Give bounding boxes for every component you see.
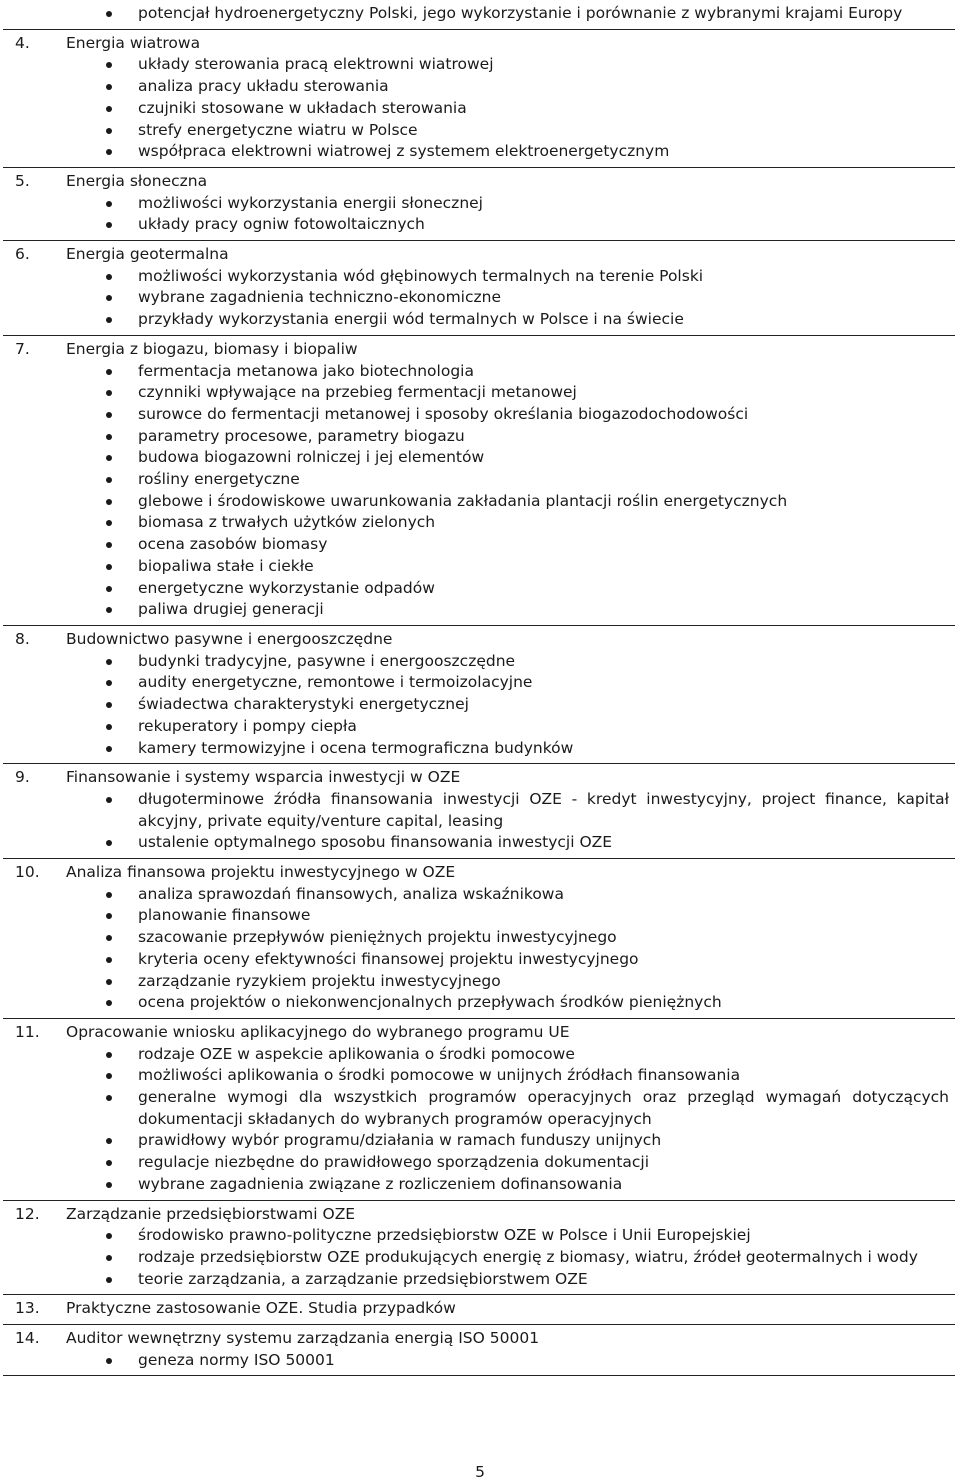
topic-heading — [15, 339, 949, 361]
topic-title: Energia słoneczna — [66, 171, 208, 190]
bullet-item: analiza sprawozdań finansowych, analiza wskaźnikowa — [15, 884, 949, 906]
bullet-item: czynniki wpływające na przebieg fermentacji metanowej — [15, 382, 949, 404]
topic-section — [3, 1201, 955, 1296]
bullet-item: audity energetyczne, remontowe i termoizolacyjne — [15, 672, 949, 694]
bullet-item: analiza pracy układu sterowania — [15, 76, 949, 98]
topic-number: 11. — [15, 1022, 40, 1041]
topic-title: Finansowanie i systemy wsparcia inwestycji w OZE — [66, 768, 461, 787]
bullet-list — [15, 193, 949, 236]
topic-title: Energia geotermalna — [66, 245, 229, 264]
bullet-item: możliwości wykorzystania energii słonecznej — [15, 193, 949, 215]
bullet-item: strefy energetyczne wiatru w Polsce — [15, 120, 949, 142]
bullet-item: biopaliwa stałe i ciekłe — [15, 556, 949, 578]
bullet-item: świadectwa charakterystyki energetycznej — [15, 694, 949, 716]
bullet-item: przykłady wykorzystania energii wód termalnych w Polsce i na świecie — [15, 309, 949, 331]
bullet-item: planowanie finansowe — [15, 905, 949, 927]
topic-heading — [15, 171, 949, 193]
bullet-item: rodzaje OZE w aspekcie aplikowania o środki pomocowe — [15, 1044, 949, 1066]
bullet-list — [15, 884, 949, 1014]
bullet-item: rośliny energetyczne — [15, 469, 949, 491]
topic-section — [3, 626, 955, 764]
topic-title: Auditor wewnętrzny systemu zarządzania energią ISO 50001 — [66, 1329, 540, 1348]
bullet-item: paliwa drugiej generacji — [15, 599, 949, 621]
syllabus-document — [3, 0, 955, 1376]
topic-section — [3, 336, 955, 626]
topic-title: Energia wiatrowa — [66, 33, 201, 52]
bullet-item: budynki tradycyjne, pasywne i energooszczędne — [15, 651, 949, 673]
bullet-item: rodzaje przedsiębiorstw OZE produkujących energię z biomasy, wiatru, źródeł geotermalnych i wody — [15, 1247, 949, 1269]
topic-title: Analiza finansowa projektu inwestycyjnego w OZE — [66, 863, 456, 882]
topic-heading — [15, 33, 949, 55]
topic-heading — [15, 1328, 949, 1350]
topic-heading — [15, 244, 949, 266]
topic-number: 7. — [15, 339, 30, 358]
bullet-list — [15, 651, 949, 760]
bullet-item: układy sterowania pracą elektrowni wiatrowej — [15, 54, 949, 76]
topic-section — [3, 30, 955, 168]
topic-heading — [15, 862, 949, 884]
bullet-list — [15, 1225, 949, 1290]
bullet-list — [15, 54, 949, 163]
topic-section — [3, 1019, 955, 1201]
topic-heading — [15, 767, 949, 789]
topic-section — [3, 1295, 955, 1325]
bullet-item: potencjał hydroenergetyczny Polski, jego wykorzystanie i porównanie z wybranymi krajami Europy — [15, 3, 949, 25]
topic-section — [3, 241, 955, 336]
bullet-item: zarządzanie ryzykiem projektu inwestycyjnego — [15, 971, 949, 993]
topic-title: Budownictwo pasywne i energooszczędne — [66, 629, 393, 648]
topic-number: 5. — [15, 171, 30, 190]
bullet-item: kryteria oceny efektywności finansowej projektu inwestycyjnego — [15, 949, 949, 971]
topic-section — [3, 1325, 955, 1376]
bullet-item: wybrane zagadnienia związane z rozliczeniem dofinansowania — [15, 1174, 949, 1196]
bullet-item: szacowanie przepływów pieniężnych projektu inwestycyjnego — [15, 927, 949, 949]
topic-heading — [15, 1022, 949, 1044]
topic-number: 13. — [15, 1299, 40, 1318]
bullet-item: długoterminowe źródła finansowania inwestycji OZE - kredyt inwestycyjny, project finance, kapitał akcyjny, private equity/venture capital, leasing — [15, 789, 949, 832]
topic-title: Opracowanie wniosku aplikacyjnego do wybranego programu UE — [66, 1022, 570, 1041]
topic-number: 12. — [15, 1204, 40, 1223]
bullet-item: parametry procesowe, parametry biogazu — [15, 426, 949, 448]
bullet-item: teorie zarządzania, a zarządzanie przedsiębiorstwem OZE — [15, 1269, 949, 1291]
bullet-item: układy pracy ogniw fotowoltaicznych — [15, 214, 949, 236]
bullet-item: generalne wymogi dla wszystkich programów operacyjnych oraz przegląd wymagań dotyczących dokumentacji składanych do wybranych programów operacyjnych — [15, 1087, 949, 1130]
bullet-item: prawidłowy wybór programu/działania w ramach funduszy unijnych — [15, 1130, 949, 1152]
topic-section — [3, 764, 955, 859]
bullet-item: energetyczne wykorzystanie odpadów — [15, 578, 949, 600]
bullet-item: ocena projektów o niekonwencjonalnych przepływach środków pieniężnych — [15, 992, 949, 1014]
bullet-item: kamery termowizyjne i ocena termograficzna budynków — [15, 738, 949, 760]
topic-heading — [15, 1204, 949, 1226]
bullet-item: czujniki stosowane w układach sterowania — [15, 98, 949, 120]
bullet-list — [15, 1044, 949, 1196]
bullet-item: środowisko prawno-polityczne przedsiębiorstw OZE w Polsce i Unii Europejskiej — [15, 1225, 949, 1247]
topic-heading — [15, 629, 949, 651]
topic-number: 4. — [15, 33, 30, 52]
topic-title: Energia z biogazu, biomasy i biopaliw — [66, 339, 358, 358]
bullet-item: możliwości wykorzystania wód głębinowych termalnych na terenie Polski — [15, 266, 949, 288]
topic-number: 14. — [15, 1329, 40, 1348]
page-number: 5 — [475, 1463, 485, 1481]
bullet-item: współpraca elektrowni wiatrowej z systemem elektroenergetycznym — [15, 141, 949, 163]
bullet-item: biomasa z trwałych użytków zielonych — [15, 512, 949, 534]
topic-title: Praktyczne zastosowanie OZE. Studia przypadków — [66, 1299, 456, 1318]
topic-section — [3, 168, 955, 241]
bullet-item: rekuperatory i pompy ciepła — [15, 716, 949, 738]
topic-number: 6. — [15, 245, 30, 264]
topic-number: 10. — [15, 863, 40, 882]
topic-number: 8. — [15, 629, 30, 648]
topic-section — [3, 859, 955, 1019]
bullet-item: możliwości aplikowania o środki pomocowe w unijnych źródłach finansowania — [15, 1065, 949, 1087]
topic-heading — [15, 1298, 949, 1320]
topic-title: Zarządzanie przedsiębiorstwami OZE — [66, 1204, 356, 1223]
topic-section — [3, 0, 955, 30]
bullet-item: geneza normy ISO 50001 — [15, 1350, 949, 1372]
bullet-list — [15, 361, 949, 621]
bullet-item: surowce do fermentacji metanowej i sposoby określania biogazodochodowości — [15, 404, 949, 426]
topic-number: 9. — [15, 768, 30, 787]
bullet-list — [15, 3, 949, 25]
bullet-item: ustalenie optymalnego sposobu finansowania inwestycji OZE — [15, 832, 949, 854]
bullet-item: fermentacja metanowa jako biotechnologia — [15, 361, 949, 383]
bullet-item: ocena zasobów biomasy — [15, 534, 949, 556]
bullet-item: wybrane zagadnienia techniczno-ekonomiczne — [15, 287, 949, 309]
bullet-list — [15, 266, 949, 331]
bullet-list — [15, 789, 949, 854]
bullet-item: regulacje niezbędne do prawidłowego sporządzenia dokumentacji — [15, 1152, 949, 1174]
bullet-item: budowa biogazowni rolniczej i jej elementów — [15, 447, 949, 469]
bullet-item: glebowe i środowiskowe uwarunkowania zakładania plantacji roślin energetycznych — [15, 491, 949, 513]
bullet-list — [15, 1350, 949, 1372]
